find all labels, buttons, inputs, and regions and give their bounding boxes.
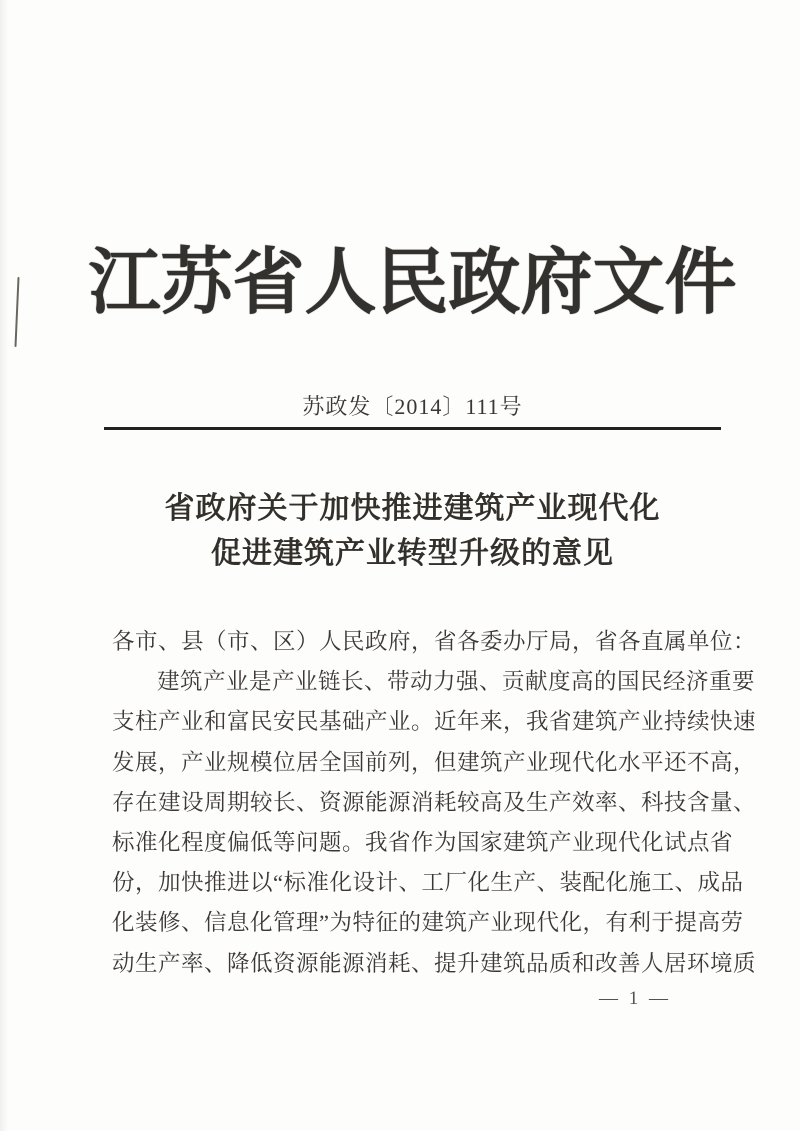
body-text-line: 建筑产业是产业链长、带动力强、贡献度高的国民经济重要 <box>157 669 756 695</box>
document-body <box>112 622 757 984</box>
document-title-line2: 促进建筑产业转型升级的意见 <box>211 537 614 570</box>
body-text-line: 化装修、信息化管理”为特征的建筑产业现代化，有利于提高劳 <box>112 910 744 936</box>
masthead-separator-line <box>104 427 721 430</box>
page-number: — 1 — <box>599 988 671 1009</box>
body-text-line: 存在建设周期较长、资源能源消耗较高及生产效率、科技含量、 <box>112 789 757 815</box>
document-title <box>0 486 800 576</box>
document-number: 苏政发〔2014〕111号 <box>302 394 523 419</box>
body-text-line: 份，加快推进以“标准化设计、工厂化生产、装配化施工、成品 <box>112 870 744 896</box>
body-text-line: 各市、县（市、区）人民政府，省各委办厅局，省各直属单位： <box>112 629 757 654</box>
document-masthead: 江苏省人民政府文件 <box>88 243 737 323</box>
body-text-line: 发展，产业规模位居全国前列，但建筑产业现代化水平还不高， <box>112 749 757 775</box>
body-text-line: 动生产率、降低资源能源消耗、提升建筑品质和改善人居环境质 <box>112 950 757 976</box>
body-text-line: 标准化程度偏低等问题。我省作为国家建筑产业现代化试点省 <box>112 829 734 855</box>
body-text-line: 支柱产业和富民安民基础产业。近年来，我省建筑产业持续快速 <box>112 709 757 735</box>
document-title-line1: 省政府关于加快推进建筑产业现代化 <box>164 492 661 525</box>
